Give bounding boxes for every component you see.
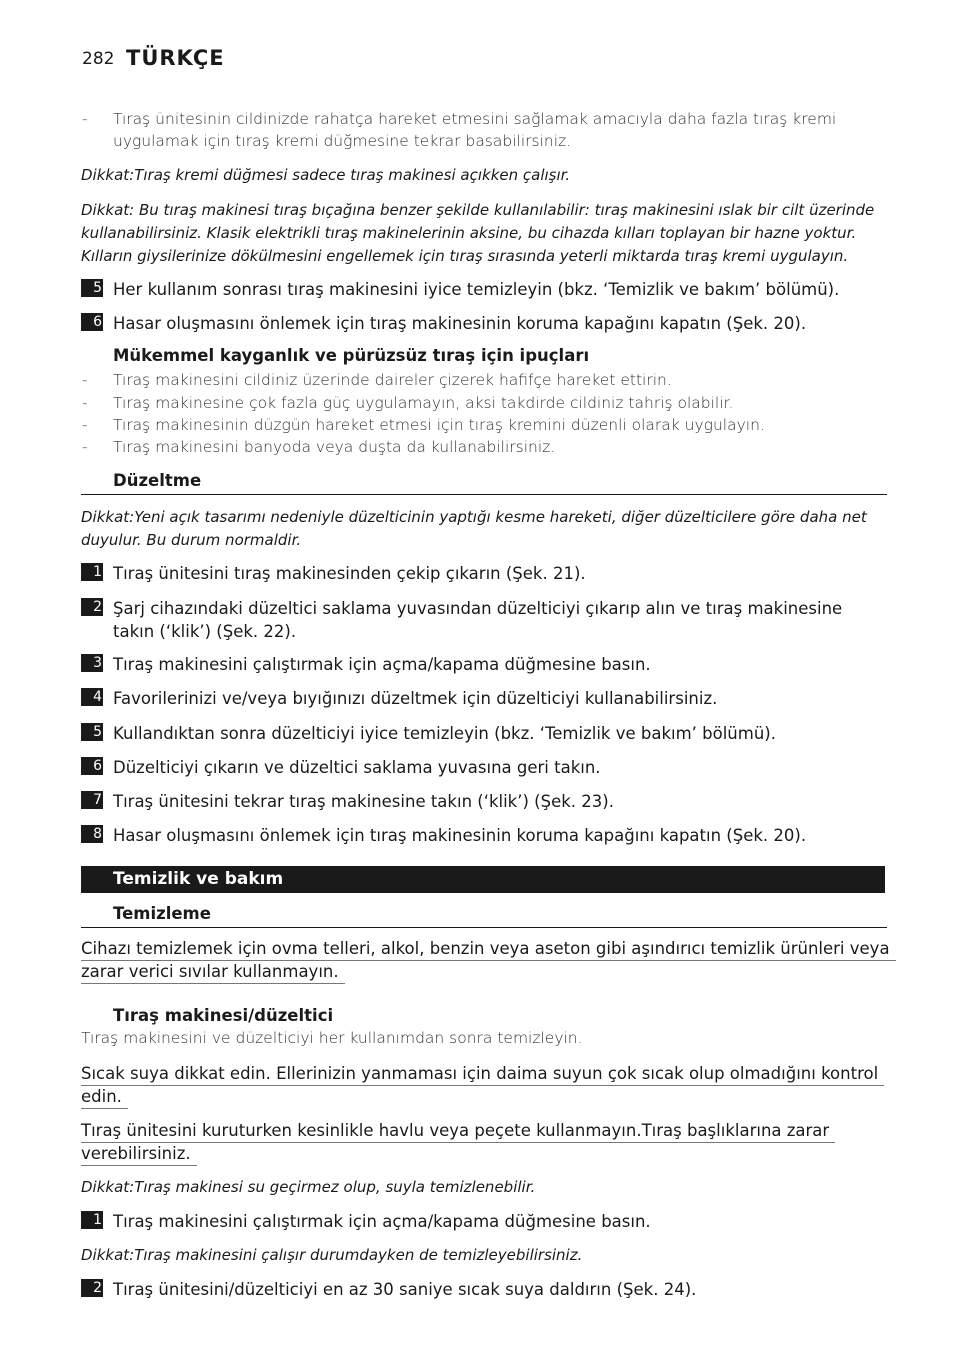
divider xyxy=(81,927,887,928)
step-number: 5 xyxy=(81,279,103,297)
divider xyxy=(81,494,887,495)
note-text: Dikkat:Tıraş kremi düğmesi sadece tıraş makinesi açıkken çalışır. xyxy=(81,166,571,184)
step-text: Favorilerinizi ve/veya bıyığınızı düzeltmek için düzelticiyi kullanabilirsiniz. xyxy=(113,689,718,708)
step-item xyxy=(81,824,887,847)
note-text: Dikkat:Yeni açık tasarımı nedeniyle düzelticinin yaptığı kesme hareketi, diğer düzelticilere göre daha net duyulur. Bu durum normaldir. xyxy=(81,508,867,549)
step-number: 2 xyxy=(81,598,103,616)
warning-text: Tıraş ünitesini kuruturken kesinlikle havlu veya peçete kullanmayın.Tıraş başlıklarına zarar verebilirsiniz. xyxy=(81,1120,835,1166)
language-heading: TÜRKÇE xyxy=(126,46,225,70)
warning-text: Cihazı temizlemek için ovma telleri, alkol, benzin veya aseton gibi aşındırıcı temizlik ürünleri veya zarar verici sıvılar kullanmayın. xyxy=(81,938,896,984)
list-item: - Tıraş makinesine çok fazla güç uygulamayın, aksi takdirde cildiniz tahriş olabilir. xyxy=(82,394,734,412)
step-item xyxy=(81,1278,887,1301)
note-text: Dikkat: Bu tıraş makinesi tıraş bıçağına benzer şekilde kullanılabilir: tıraş makinesini ıslak bir cilt üzerinde kullanabilirsiniz. Klasik elektrikli tıraş makinelerinin aksine, bu cihazda kılları toplayan bir hazne yoktur. Kılların giysilerinize dökülmesini engellemek için tıraş sırasında yeterli miktarda tıraş kremi uygulayın. xyxy=(81,201,875,265)
step-number: 6 xyxy=(81,757,103,775)
step-item xyxy=(81,653,887,676)
step-item xyxy=(81,562,887,585)
section-header-bar xyxy=(81,866,885,893)
step-number: 6 xyxy=(81,313,103,331)
list-item-text: Tıraş ünitesinin cildinizde rahatça hareket etmesini sağlamak amacıyla daha fazla tıraş kremi uygulamak için tıraş kremi düğmesine tekrar basabilirsiniz. xyxy=(113,110,837,150)
step-item xyxy=(81,722,887,745)
step-text: Tıraş ünitesini/düzelticiyi en az 30 saniye sıcak suya daldırın (Şek. 24). xyxy=(113,1280,697,1299)
step-item xyxy=(81,1210,887,1233)
step-number: 7 xyxy=(81,791,103,809)
list-item: - Tıraş ünitesinin cildinizde rahatça hareket etmesini sağlamak amacıyla daha fazla tıraş kremi uygulamak için tıraş kremi düğmesine tekrar basabilirsiniz. xyxy=(82,108,882,152)
step-text: Her kullanım sonrası tıraş makinesini iyice temizleyin (bkz. ‘Temizlik ve bakım’ bölümü). xyxy=(113,280,840,299)
step-text: Şarj cihazındaki düzeltici saklama yuvasından düzelticiyi çıkarıp alın ve tıraş makinesine takın (‘klik’) (Şek. 22). xyxy=(113,599,843,641)
step-item xyxy=(81,790,887,813)
step-text: Düzelticiyi çıkarın ve düzeltici saklama yuvasına geri takın. xyxy=(113,758,601,777)
step-item xyxy=(81,278,887,301)
page-number: 282 xyxy=(82,49,115,69)
step-text: Tıraş makinesini çalıştırmak için açma/kapama düğmesine basın. xyxy=(113,655,651,674)
note-text: Dikkat:Tıraş makinesi su geçirmez olup, suyla temizlenebilir. xyxy=(81,1178,536,1196)
note-text: Dikkat:Tıraş makinesini çalışır durumdayken de temizleyebilirsiniz. xyxy=(81,1246,583,1264)
step-text: Hasar oluşmasını önlemek için tıraş makinesinin koruma kapağını kapatın (Şek. 20). xyxy=(113,314,807,333)
step-number: 3 xyxy=(81,654,103,672)
cleaning-subheading: Temizleme xyxy=(113,904,211,923)
list-item: - Tıraş makinesini cildiniz üzerinde daireler çizerek hafifçe hareket ettirin. xyxy=(82,371,672,389)
step-text: Tıraş makinesini çalıştırmak için açma/kapama düğmesine basın. xyxy=(113,1212,651,1231)
step-text: Tıraş ünitesini tekrar tıraş makinesine takın (‘klik’) (Şek. 23). xyxy=(113,792,614,811)
step-number: 1 xyxy=(81,1211,103,1229)
step-item xyxy=(81,687,887,710)
step-item xyxy=(81,756,887,779)
step-item xyxy=(81,597,887,643)
trim-heading: Düzeltme xyxy=(113,471,202,490)
step-number: 5 xyxy=(81,723,103,741)
tips-heading: Mükemmel kayganlık ve pürüzsüz tıraş için ipuçları xyxy=(113,346,590,365)
step-text: Hasar oluşmasını önlemek için tıraş makinesinin koruma kapağını kapatın (Şek. 20). xyxy=(113,826,807,845)
shaver-heading: Tıraş makinesi/düzeltici xyxy=(113,1006,334,1025)
list-item: - Tıraş makinesinin düzgün hareket etmesi için tıraş kremini düzenli olarak uygulayın. xyxy=(82,416,765,434)
list-item: - Tıraş makinesini banyoda veya duşta da kullanabilirsiniz. xyxy=(82,438,556,456)
step-text: Kullandıktan sonra düzelticiyi iyice temizleyin (bkz. ‘Temizlik ve bakım’ bölümü). xyxy=(113,724,776,743)
section-title: Temizlik ve bakım xyxy=(113,869,284,889)
step-number: 4 xyxy=(81,688,103,706)
step-number: 1 xyxy=(81,563,103,581)
step-item xyxy=(81,312,887,335)
warning-text: Sıcak suya dikkat edin. Ellerinizin yanmaması için daima suyun çok sıcak olup olmadığını kontrol edin. xyxy=(81,1063,884,1109)
body-text: Tıraş makinesini ve düzelticiyi her kullanımdan sonra temizleyin. xyxy=(81,1029,583,1047)
step-number: 2 xyxy=(81,1279,103,1297)
step-number: 8 xyxy=(81,825,103,843)
step-text: Tıraş ünitesini tıraş makinesinden çekip çıkarın (Şek. 21). xyxy=(113,564,586,583)
